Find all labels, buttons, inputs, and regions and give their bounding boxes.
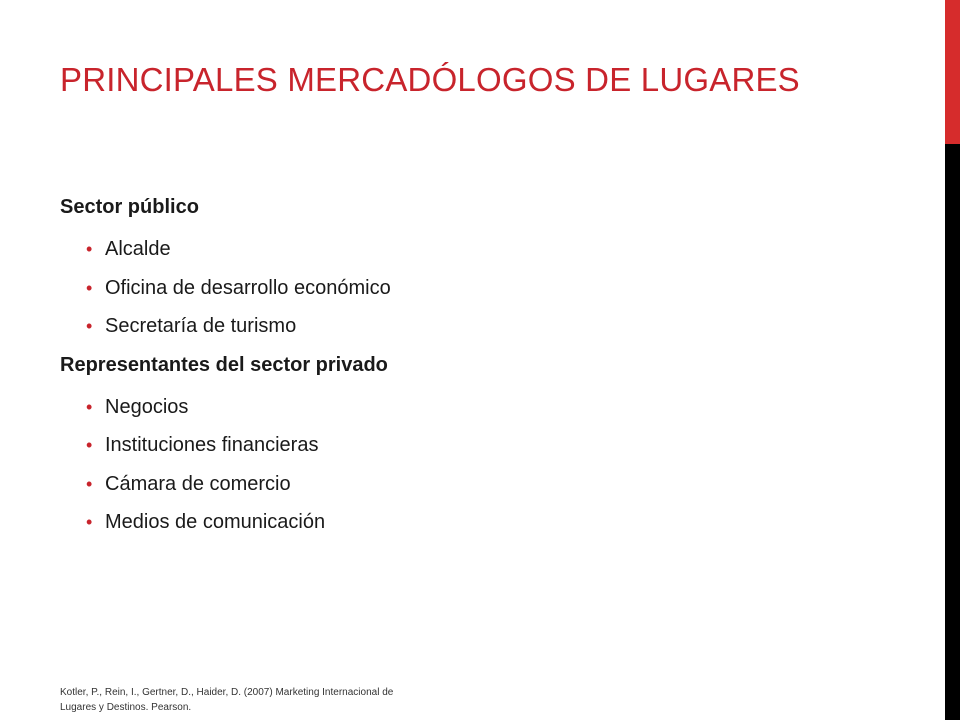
list-item-text: Negocios	[105, 395, 189, 418]
list-item-text: Medios de comunicación	[105, 511, 326, 533]
citation-footnote: Kotler, P., Rein, I., Gertner, D., Haider, D. (2007) Marketing Internacional de Lugares y Destinos. Pearson.	[60, 687, 394, 713]
bullet-icon: •	[86, 435, 93, 455]
list-item-text: Cámara de comercio	[105, 472, 291, 495]
slide-title: PRINCIPALES MERCADÓLOGOS DE LUGARES	[60, 61, 800, 98]
bullet-list	[60, 230, 880, 346]
slide-content	[60, 190, 880, 544]
list-item	[60, 388, 880, 427]
bullet-icon: •	[86, 396, 93, 417]
bullet-icon: •	[86, 239, 93, 259]
bullet-icon: •	[86, 512, 93, 532]
list-item	[60, 230, 880, 269]
section-public	[60, 190, 880, 346]
bullet-icon: •	[86, 473, 93, 494]
list-item-text: Oficina de desarrollo económico	[105, 276, 391, 299]
list-item	[60, 269, 880, 308]
bullet-list	[60, 388, 880, 542]
list-item	[60, 503, 880, 542]
bullet-icon: •	[86, 316, 93, 336]
list-item	[60, 426, 880, 465]
list-item-text: Alcalde	[105, 238, 171, 260]
list-item	[60, 465, 880, 504]
accent-bar-red	[945, 0, 960, 144]
section-heading: Sector público	[60, 196, 199, 218]
section-heading: Representantes del sector privado	[60, 353, 388, 376]
list-item-text: Instituciones financieras	[105, 434, 319, 456]
list-item-text: Secretaría de turismo	[105, 315, 297, 337]
section-private	[60, 348, 880, 542]
bullet-icon: •	[86, 277, 93, 298]
list-item	[60, 307, 880, 346]
accent-bar-black	[945, 144, 960, 720]
